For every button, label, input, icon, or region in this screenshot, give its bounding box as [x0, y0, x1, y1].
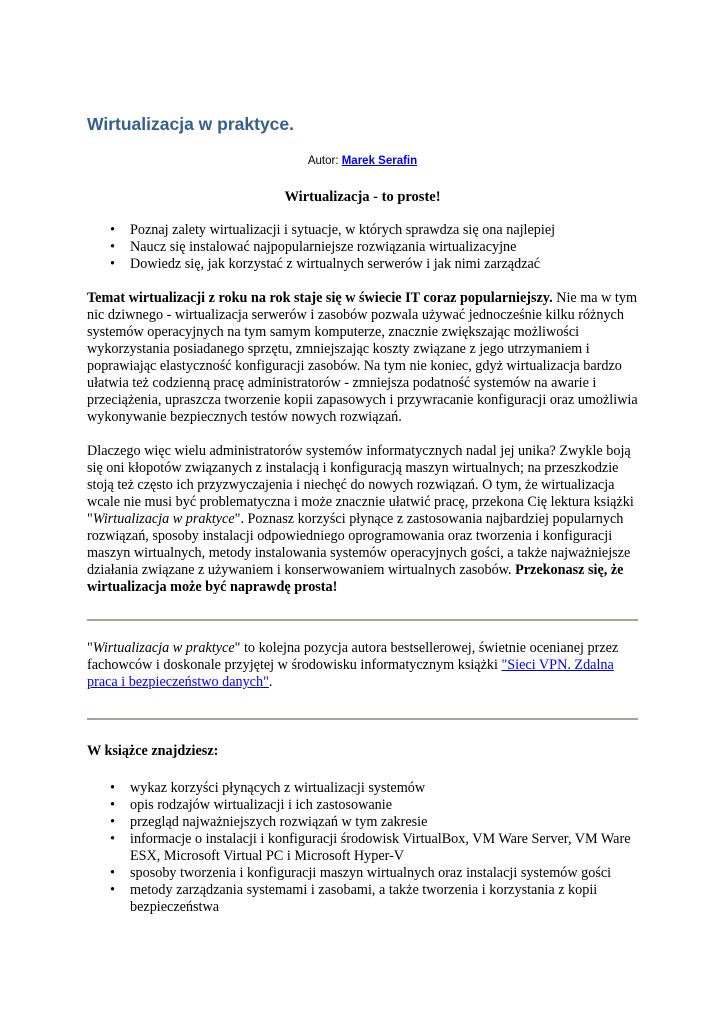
list-item	[104, 780, 644, 797]
list-item-text: Dowiedz się, jak korzystać z wirtualnych serwerów i jak nimi zarządzać	[130, 256, 541, 272]
book-title-italic: Wirtualizacja w praktyce	[92, 511, 235, 527]
list-item	[104, 222, 644, 239]
horizontal-divider	[87, 718, 638, 720]
contents-bullet-list	[104, 780, 644, 916]
list-item-text: metody zarządzania systemami i zasobami, a także tworzenia i korzystania z kopii bezpieczeństwa	[130, 882, 598, 915]
author-book-text: " to kolejna pozycja autora bestsellerowej, świetnie ocenianej przez fachowców i doskonale przyjętej w środowisku informatycznym książki	[87, 640, 619, 673]
bullet-icon: •	[110, 882, 115, 898]
book-title-italic: Wirtualizacja w praktyce	[92, 640, 235, 656]
author-label: Autor:	[307, 155, 342, 167]
author-book-paragraph	[87, 640, 640, 691]
vpn-book-link[interactable]: "Sieci VPN. Zdalna praca i bezpieczeństwo danych"	[87, 657, 614, 690]
intro-bullet-list	[104, 222, 644, 273]
why-paragraph	[87, 443, 640, 596]
list-item	[104, 239, 644, 256]
list-item-text: sposoby tworzenia i konfiguracji maszyn wirtualnych oraz instalacji systemów gości	[130, 865, 612, 881]
intro-paragraph-body: Nie ma w tym nic dziwnego - wirtualizacja serwerów i zasobów pozwala używać jednocześnie kilku różnych systemów operacyjnych na tym samym komputerze, znacznie zwiększając możliwości wykorzystania posiadanego sprzętu, zmniejszając koszty związane z jego utrzymaniem i poprawiając elastyczność konfiguracji zasobów. Na tym nie koniec, gdyż wirtualizacja bardzo ułatwia też codzienną pracę administratorów - zmniejsza podatność systemów na awarie i przeciążenia, upraszcza tworzenie kopii zapasowych i przywracanie konfiguracji oraz umożliwia wykonywanie bezpiecznych testów nowych rozwiązań.	[87, 290, 638, 425]
author-book-quote-open: "	[87, 640, 93, 656]
list-item	[104, 814, 644, 831]
bullet-icon: •	[110, 222, 115, 238]
why-paragraph-conclusion: Przekonasz się, że wirtualizacja może być naprawdę prosta!	[87, 562, 624, 595]
author-book-period: .	[268, 674, 273, 690]
bullet-icon: •	[110, 831, 115, 847]
list-item-text: wykaz korzyści płynących z wirtualizacji systemów	[130, 780, 426, 796]
list-item-text: Naucz się instalować najpopularniejsze rozwiązania wirtualizacyjne	[130, 239, 517, 255]
list-item-text: przegląd najważniejszych rozwiązań w tym zakresie	[130, 814, 428, 830]
intro-paragraph	[87, 290, 640, 426]
document-title: Wirtualizacja w praktyce.	[87, 114, 295, 134]
author-line	[0, 155, 725, 167]
bullet-icon: •	[110, 865, 115, 881]
list-item-text: opis rodzajów wirtualizacji i ich zastosowanie	[130, 797, 392, 813]
author-link[interactable]: Marek Serafin	[341, 155, 418, 167]
list-item-text: informacje o instalacji i konfiguracji środowisk VirtualBox, VM Ware Server, VM Ware ESX, Microsoft Virtual PC i Microsoft Hyper-V	[130, 831, 631, 864]
subtitle: Wirtualizacja - to proste!	[284, 189, 441, 205]
list-item	[104, 256, 644, 273]
horizontal-divider	[87, 619, 638, 621]
bullet-icon: •	[110, 797, 115, 813]
intro-paragraph-lead: Temat wirtualizacji z roku na rok staje się w świecie IT coraz popularniejszy.	[87, 290, 553, 306]
why-paragraph-part2: ". Poznasz korzyści płynące z zastosowania najbardziej popularnych rozwiązań, sposoby instalacji odpowiedniego oprogramowania oraz tworzenia i konfiguracji maszyn wirtualnych, metody instalowania systemów operacyjnych gości, a także najważniejsze działania związane z używaniem i konserwowaniem wirtualnych zasobów.	[87, 511, 631, 578]
list-item	[104, 865, 644, 882]
bullet-icon: •	[110, 780, 115, 796]
list-item	[104, 797, 644, 814]
list-item-text: Poznaj zalety wirtualizacji i sytuacje, w których sprawdza się ona najlepiej	[130, 222, 556, 238]
why-paragraph-part1: Dlaczego więc wielu administratorów systemów informatycznych nadal jej unika? Zwykle boją się oni kłopotów związanych z instalacją i konfiguracją maszyn wirtualnych; na przeszkodzie stoją też często ich przyzwyczajenia i niechęć do nowych rozwiązań. O tym, że wirtualizacja wcale nie musi być problematyczna i może znacznie ułatwić pracę, przekona Cię lektura książki "	[87, 443, 634, 527]
bullet-icon: •	[110, 814, 115, 830]
list-item	[104, 882, 644, 916]
bullet-icon: •	[110, 239, 115, 255]
bullet-icon: •	[110, 256, 115, 272]
contents-heading: W książce znajdziesz:	[87, 743, 219, 759]
list-item	[104, 831, 644, 865]
